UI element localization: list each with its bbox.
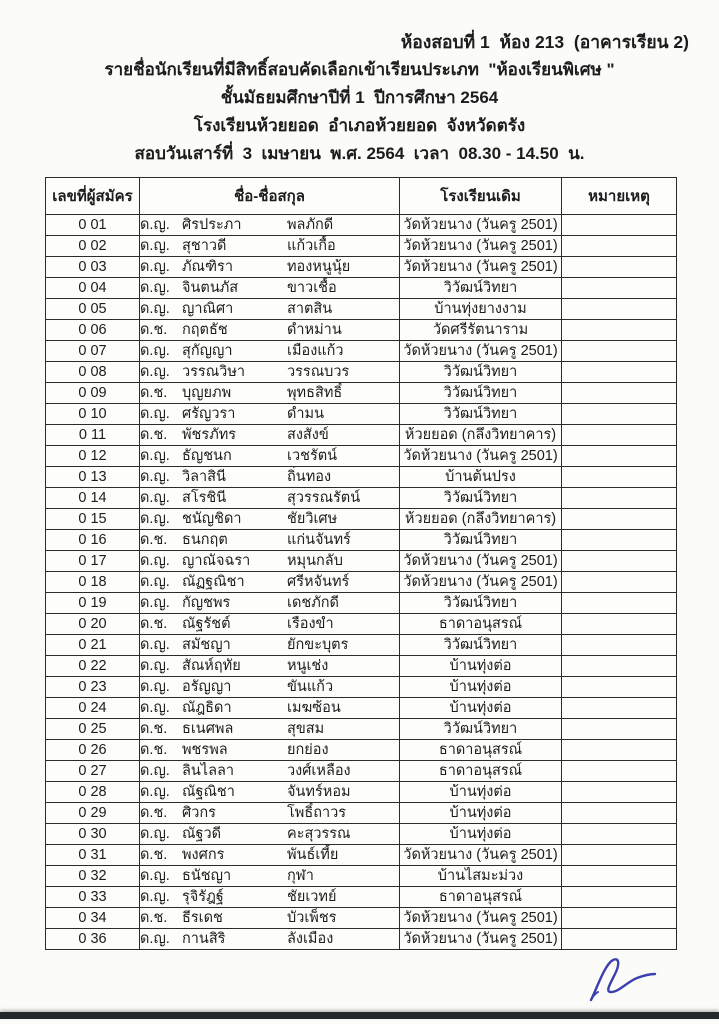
document-title: รายชื่อนักเรียนที่มีสิทธิ์สอบคัดเลือกเข้าเรียนประเภท "ห้องเรียนพิเศษ ": [104, 60, 615, 79]
school-cell: วัดห้วยนาง (วันครู 2501): [400, 257, 562, 278]
table-header: [46, 178, 677, 215]
last-name: สาตสิน: [287, 301, 333, 317]
applicant-no-cell: 0 06: [46, 320, 140, 341]
applicant-no-cell: 0 03: [46, 257, 140, 278]
first-name: ธเนศพล: [182, 721, 234, 737]
applicant-no-cell: 0 18: [46, 572, 140, 593]
school-cell: วิวัฒน์วิทยา: [400, 404, 562, 425]
name-prefix: ด.ญ.: [140, 343, 170, 359]
name-cell: [140, 824, 400, 845]
table-row: [46, 887, 677, 908]
table-row: [46, 845, 677, 866]
table-row: [46, 488, 677, 509]
remark-cell: [562, 425, 677, 446]
applicant-no-cell: 0 28: [46, 782, 140, 803]
name-prefix: ด.ญ.: [140, 763, 170, 779]
column-header-remark: หมายเหตุ: [562, 178, 677, 215]
applicant-no-cell: 0 24: [46, 698, 140, 719]
remark-cell: [562, 719, 677, 740]
last-name: เรืองขำ: [287, 616, 334, 632]
last-name: ยักขะบุตร: [287, 637, 349, 653]
name-cell: [140, 320, 400, 341]
first-name: สัณห์ฤทัย: [182, 658, 241, 674]
remark-cell: [562, 362, 677, 383]
name-cell: [140, 593, 400, 614]
school-cell: บ้านทุ่งต่อ: [400, 656, 562, 677]
last-name: ลังเมือง: [287, 931, 334, 947]
table-row: [46, 908, 677, 929]
first-name: ณัฏฐณิชา: [182, 574, 245, 590]
first-name: กัญชพร: [182, 595, 231, 611]
name-cell: [140, 236, 400, 257]
applicant-no-cell: 0 32: [46, 866, 140, 887]
first-name: สุกัญญา: [182, 343, 233, 359]
applicant-no-cell: 0 26: [46, 740, 140, 761]
last-name: หนูเช่ง: [287, 658, 329, 674]
applicant-no-cell: 0 31: [46, 845, 140, 866]
name-cell: [140, 509, 400, 530]
table-row: [46, 257, 677, 278]
name-prefix: ด.ญ.: [140, 784, 170, 800]
name-cell: [140, 866, 400, 887]
column-header-applicant-no: เลขที่ผู้สมัคร: [46, 178, 140, 215]
first-name: พงศกร: [182, 847, 225, 863]
table-row: [46, 530, 677, 551]
name-cell: [140, 257, 400, 278]
last-name: พลภักดี: [287, 217, 334, 233]
first-name: วรรณวิษา: [182, 364, 246, 380]
last-name: วรรณบวร: [287, 364, 350, 380]
first-name: ญาณิศา: [182, 301, 234, 317]
school-cell: วิวัฒน์วิทยา: [400, 635, 562, 656]
table-row: [46, 509, 677, 530]
name-cell: [140, 845, 400, 866]
applicant-no-cell: 0 30: [46, 824, 140, 845]
remark-cell: [562, 656, 677, 677]
remark-cell: [562, 698, 677, 719]
name-prefix: ด.ญ.: [140, 259, 170, 275]
last-name: เมืองแก้ว: [287, 343, 344, 359]
school-cell: บ้านต้นปรง: [400, 467, 562, 488]
table-row: [46, 677, 677, 698]
remark-cell: [562, 488, 677, 509]
first-name: ณัฐวดี: [182, 826, 222, 842]
last-name: แก่นจันทร์: [287, 532, 351, 548]
name-prefix: ด.ญ.: [140, 301, 170, 317]
school-cell: บ้านทุ่งต่อ: [400, 824, 562, 845]
applicant-no-cell: 0 12: [46, 446, 140, 467]
name-cell: [140, 614, 400, 635]
school-cell: วัดห้วยนาง (วันครู 2501): [400, 551, 562, 572]
name-cell: [140, 551, 400, 572]
first-name: ลินไลลา: [182, 763, 235, 779]
school-location-line: โรงเรียนห้วยยอด อำเภอห้วยยอด จังหวัดตรัง: [193, 116, 526, 135]
name-prefix: ด.ญ.: [140, 490, 170, 506]
last-name: วงศ์เหลือง: [287, 763, 351, 779]
school-cell: วิวัฒน์วิทยา: [400, 278, 562, 299]
applicant-no-cell: 0 29: [46, 803, 140, 824]
first-name: วิลาสินี: [182, 469, 226, 485]
table-row: [46, 698, 677, 719]
table-row: [46, 215, 677, 236]
remark-cell: [562, 320, 677, 341]
applicant-no-cell: 0 34: [46, 908, 140, 929]
name-prefix: ด.ญ.: [140, 406, 170, 422]
school-cell: ห้วยยอด (กลึงวิทยาคาร): [400, 425, 562, 446]
school-cell: วิวัฒน์วิทยา: [400, 362, 562, 383]
applicant-no-cell: 0 04: [46, 278, 140, 299]
name-prefix: ด.ช.: [140, 532, 168, 548]
name-cell: [140, 215, 400, 236]
name-prefix: ด.ช.: [140, 805, 168, 821]
name-prefix: ด.ญ.: [140, 868, 170, 884]
school-cell: วิวัฒน์วิทยา: [400, 530, 562, 551]
name-prefix: ด.ญ.: [140, 637, 170, 653]
first-name: ณัฐรัชต์: [182, 616, 231, 632]
name-cell: [140, 299, 400, 320]
school-cell: ธาดาอนุสรณ์: [400, 761, 562, 782]
remark-cell: [562, 341, 677, 362]
applicant-no-cell: 0 09: [46, 383, 140, 404]
grade-level-line: ชั้นมัธยมศึกษาปีที่ 1 ปีการศึกษา 2564: [220, 88, 499, 107]
remark-cell: [562, 635, 677, 656]
last-name: ทองหนูนุ้ย: [287, 259, 351, 275]
applicant-no-cell: 0 16: [46, 530, 140, 551]
name-prefix: ด.ช.: [140, 847, 168, 863]
remark-cell: [562, 929, 677, 950]
school-cell: วัดห้วยนาง (วันครู 2501): [400, 215, 562, 236]
last-name: เวชรัตน์: [287, 448, 338, 464]
name-cell: [140, 446, 400, 467]
last-name: ชัยวิเศษ: [287, 511, 338, 527]
remark-cell: [562, 782, 677, 803]
applicant-no-cell: 0 25: [46, 719, 140, 740]
last-name: เมฆซ้อน: [287, 700, 341, 716]
remark-cell: [562, 677, 677, 698]
first-name: ศรัญวรา: [182, 406, 236, 422]
name-cell: [140, 341, 400, 362]
name-prefix: ด.ญ.: [140, 595, 170, 611]
name-cell: [140, 719, 400, 740]
remark-cell: [562, 278, 677, 299]
name-prefix: ด.ญ.: [140, 511, 170, 527]
remark-cell: [562, 551, 677, 572]
name-cell: [140, 677, 400, 698]
school-cell: วัดห้วยนาง (วันครู 2501): [400, 341, 562, 362]
student-roster-table: [45, 177, 677, 950]
school-cell: วิวัฒน์วิทยา: [400, 593, 562, 614]
applicant-no-cell: 0 17: [46, 551, 140, 572]
remark-cell: [562, 467, 677, 488]
remark-cell: [562, 215, 677, 236]
applicant-no-cell: 0 27: [46, 761, 140, 782]
table-row: [46, 236, 677, 257]
name-prefix: ด.ช.: [140, 910, 168, 926]
first-name: จินตนภัส: [182, 280, 239, 296]
name-cell: [140, 572, 400, 593]
last-name: ดำหม่าน: [287, 322, 342, 338]
applicant-no-cell: 0 13: [46, 467, 140, 488]
name-prefix: ด.ญ.: [140, 889, 170, 905]
applicant-no-cell: 0 14: [46, 488, 140, 509]
last-name: กุฬา: [287, 868, 314, 884]
table-row: [46, 593, 677, 614]
name-cell: [140, 404, 400, 425]
last-name: ยกย่อง: [287, 742, 329, 758]
school-cell: บ้านไสมะม่วง: [400, 866, 562, 887]
name-prefix: ด.ช.: [140, 427, 168, 443]
first-name: สมัชญา: [182, 637, 231, 653]
remark-cell: [562, 824, 677, 845]
name-cell: [140, 656, 400, 677]
table-row: [46, 782, 677, 803]
name-cell: [140, 740, 400, 761]
name-prefix: ด.ญ.: [140, 238, 170, 254]
first-name: ณัฎธิดา: [182, 700, 232, 716]
school-cell: บ้านทุ่งต่อ: [400, 803, 562, 824]
table-row: [46, 761, 677, 782]
name-prefix: ด.ช.: [140, 322, 168, 338]
table-row: [46, 341, 677, 362]
name-prefix: ด.ญ.: [140, 679, 170, 695]
table-row: [46, 656, 677, 677]
name-prefix: ด.ญ.: [140, 700, 170, 716]
remark-cell: [562, 887, 677, 908]
name-cell: [140, 362, 400, 383]
scan-edge-artifact: [0, 1012, 719, 1019]
name-cell: [140, 929, 400, 950]
applicant-no-cell: 0 23: [46, 677, 140, 698]
document-header: [0, 0, 719, 168]
school-cell: ธาดาอนุสรณ์: [400, 740, 562, 761]
name-prefix: ด.ช.: [140, 721, 168, 737]
last-name: สงสังข์: [287, 427, 329, 443]
table-row: [46, 467, 677, 488]
remark-cell: [562, 299, 677, 320]
school-cell: วัดห้วยนาง (วันครู 2501): [400, 908, 562, 929]
first-name: สโรชินี: [182, 490, 227, 506]
last-name: ดำมน: [287, 406, 325, 422]
name-prefix: ด.ช.: [140, 385, 168, 401]
last-name: สุวรรณรัตน์: [287, 490, 361, 506]
first-name: พัชรภัทร: [182, 427, 237, 443]
first-name: ศิวกร: [182, 805, 216, 821]
signature-mark: [583, 938, 663, 1018]
name-prefix: ด.ญ.: [140, 931, 170, 947]
name-cell: [140, 530, 400, 551]
applicant-no-cell: 0 02: [46, 236, 140, 257]
remark-cell: [562, 803, 677, 824]
remark-cell: [562, 509, 677, 530]
school-cell: วัดห้วยนาง (วันครู 2501): [400, 845, 562, 866]
name-prefix: ด.ญ.: [140, 658, 170, 674]
last-name: สุขสม: [287, 721, 325, 737]
name-cell: [140, 278, 400, 299]
name-cell: [140, 425, 400, 446]
table-row: [46, 362, 677, 383]
first-name: สุชาวดี: [182, 238, 227, 254]
last-name: เดชภักดี: [287, 595, 339, 611]
name-prefix: ด.ญ.: [140, 364, 170, 380]
first-name: ชนัญชิดา: [182, 511, 242, 527]
first-name: รุจิรัฎฐ์: [182, 889, 224, 905]
exam-room-line: ห้องสอบที่ 1 ห้อง 213 (อาคารเรียน 2): [400, 32, 689, 52]
table-row: [46, 446, 677, 467]
school-cell: ห้วยยอด (กลึงวิทยาคาร): [400, 509, 562, 530]
first-name: ศิรประภา: [182, 217, 242, 233]
school-cell: ธาดาอนุสรณ์: [400, 887, 562, 908]
last-name: คะสุวรรณ: [287, 826, 351, 842]
remark-cell: [562, 593, 677, 614]
first-name: ภัณฑิรา: [182, 259, 233, 275]
school-cell: วิวัฒน์วิทยา: [400, 488, 562, 509]
remark-cell: [562, 908, 677, 929]
school-cell: วัดห้วยนาง (วันครู 2501): [400, 236, 562, 257]
table-row: [46, 719, 677, 740]
first-name: กฤตธัช: [182, 322, 228, 338]
applicant-no-cell: 0 15: [46, 509, 140, 530]
table-row: [46, 572, 677, 593]
first-name: ธนกฤต: [182, 532, 228, 548]
school-cell: บ้านทุ่งต่อ: [400, 698, 562, 719]
last-name: พันธ์เที้ย: [287, 847, 339, 863]
last-name: แก้วเกื้อ: [287, 238, 336, 254]
name-cell: [140, 887, 400, 908]
remark-cell: [562, 761, 677, 782]
applicant-no-cell: 0 21: [46, 635, 140, 656]
first-name: บุญยภพ: [182, 385, 232, 401]
table-header-row: [46, 178, 677, 215]
first-name: กานสิริ: [182, 931, 226, 947]
name-prefix: ด.ญ.: [140, 574, 170, 590]
column-header-name: ชื่อ-ชื่อสกุล: [140, 178, 400, 215]
table-row: [46, 383, 677, 404]
name-cell: [140, 467, 400, 488]
first-name: ธีรเดช: [182, 910, 223, 926]
applicant-no-cell: 0 01: [46, 215, 140, 236]
first-name: ณัฐณิชา: [182, 784, 235, 800]
last-name: หมุนกลับ: [287, 553, 343, 569]
table-row: [46, 635, 677, 656]
applicant-no-cell: 0 20: [46, 614, 140, 635]
first-name: อรัญญา: [182, 679, 232, 695]
last-name: โพธิ์ถาวร: [287, 805, 347, 821]
school-cell: วัดห้วยนาง (วันครู 2501): [400, 446, 562, 467]
school-cell: บ้านทุ่งต่อ: [400, 677, 562, 698]
last-name: ขาวเชื้อ: [287, 280, 337, 296]
name-cell: [140, 782, 400, 803]
column-header-former-school: โรงเรียนเดิม: [400, 178, 562, 215]
first-name: พชรพล: [182, 742, 228, 758]
applicant-no-cell: 0 07: [46, 341, 140, 362]
table-row: [46, 299, 677, 320]
table-body: [46, 215, 677, 950]
last-name: จันทร์หอม: [287, 784, 351, 800]
table-row: [46, 803, 677, 824]
table-row: [46, 278, 677, 299]
name-cell: [140, 698, 400, 719]
last-name: บัวเพ็ชร: [287, 910, 337, 926]
name-prefix: ด.ญ.: [140, 217, 170, 233]
exam-date-time-line: สอบวันเสาร์ที่ 3 เมษายน พ.ศ. 2564 เวลา 08.30 - 14.50 น.: [134, 144, 585, 163]
applicant-no-cell: 0 10: [46, 404, 140, 425]
table-row: [46, 929, 677, 950]
name-prefix: ด.ช.: [140, 742, 168, 758]
table-row: [46, 425, 677, 446]
name-prefix: ด.ญ.: [140, 826, 170, 842]
name-cell: [140, 908, 400, 929]
table-row: [46, 866, 677, 887]
first-name: ญาณัจฉรา: [182, 553, 251, 569]
remark-cell: [562, 614, 677, 635]
school-cell: ธาดาอนุสรณ์: [400, 614, 562, 635]
remark-cell: [562, 866, 677, 887]
remark-cell: [562, 383, 677, 404]
school-cell: บ้านทุ่งต่อ: [400, 782, 562, 803]
school-cell: บ้านทุ่งยางงาม: [400, 299, 562, 320]
name-prefix: ด.ช.: [140, 616, 168, 632]
table-row: [46, 614, 677, 635]
first-name: ธนัชญา: [182, 868, 232, 884]
table-row: [46, 320, 677, 341]
last-name: ถิ่นทอง: [287, 469, 332, 485]
table-row: [46, 551, 677, 572]
name-prefix: ด.ญ.: [140, 553, 170, 569]
name-cell: [140, 761, 400, 782]
remark-cell: [562, 236, 677, 257]
name-prefix: ด.ญ.: [140, 280, 170, 296]
remark-cell: [562, 404, 677, 425]
name-cell: [140, 383, 400, 404]
remark-cell: [562, 257, 677, 278]
school-cell: วัดศรีรัตนาราม: [400, 320, 562, 341]
last-name: พุทธสิทธิ์: [287, 385, 343, 401]
applicant-no-cell: 0 08: [46, 362, 140, 383]
applicant-no-cell: 0 05: [46, 299, 140, 320]
applicant-no-cell: 0 22: [46, 656, 140, 677]
table-row: [46, 404, 677, 425]
remark-cell: [562, 740, 677, 761]
name-prefix: ด.ญ.: [140, 448, 170, 464]
school-cell: วัดห้วยนาง (วันครู 2501): [400, 572, 562, 593]
remark-cell: [562, 446, 677, 467]
last-name: ชัยเวทย์: [287, 889, 337, 905]
table-row: [46, 824, 677, 845]
school-cell: วัดห้วยนาง (วันครู 2501): [400, 929, 562, 950]
first-name: ธัญชนก: [182, 448, 232, 464]
name-prefix: ด.ญ.: [140, 469, 170, 485]
last-name: ขันแก้ว: [287, 679, 334, 695]
applicant-no-cell: 0 19: [46, 593, 140, 614]
name-cell: [140, 635, 400, 656]
school-cell: วิวัฒน์วิทยา: [400, 719, 562, 740]
applicant-no-cell: 0 36: [46, 929, 140, 950]
applicant-no-cell: 0 11: [46, 425, 140, 446]
applicant-no-cell: 0 33: [46, 887, 140, 908]
name-cell: [140, 803, 400, 824]
remark-cell: [562, 530, 677, 551]
remark-cell: [562, 845, 677, 866]
name-cell: [140, 488, 400, 509]
remark-cell: [562, 572, 677, 593]
school-cell: วิวัฒน์วิทยา: [400, 383, 562, 404]
last-name: ศรีหจันทร์: [287, 574, 350, 590]
table-row: [46, 740, 677, 761]
